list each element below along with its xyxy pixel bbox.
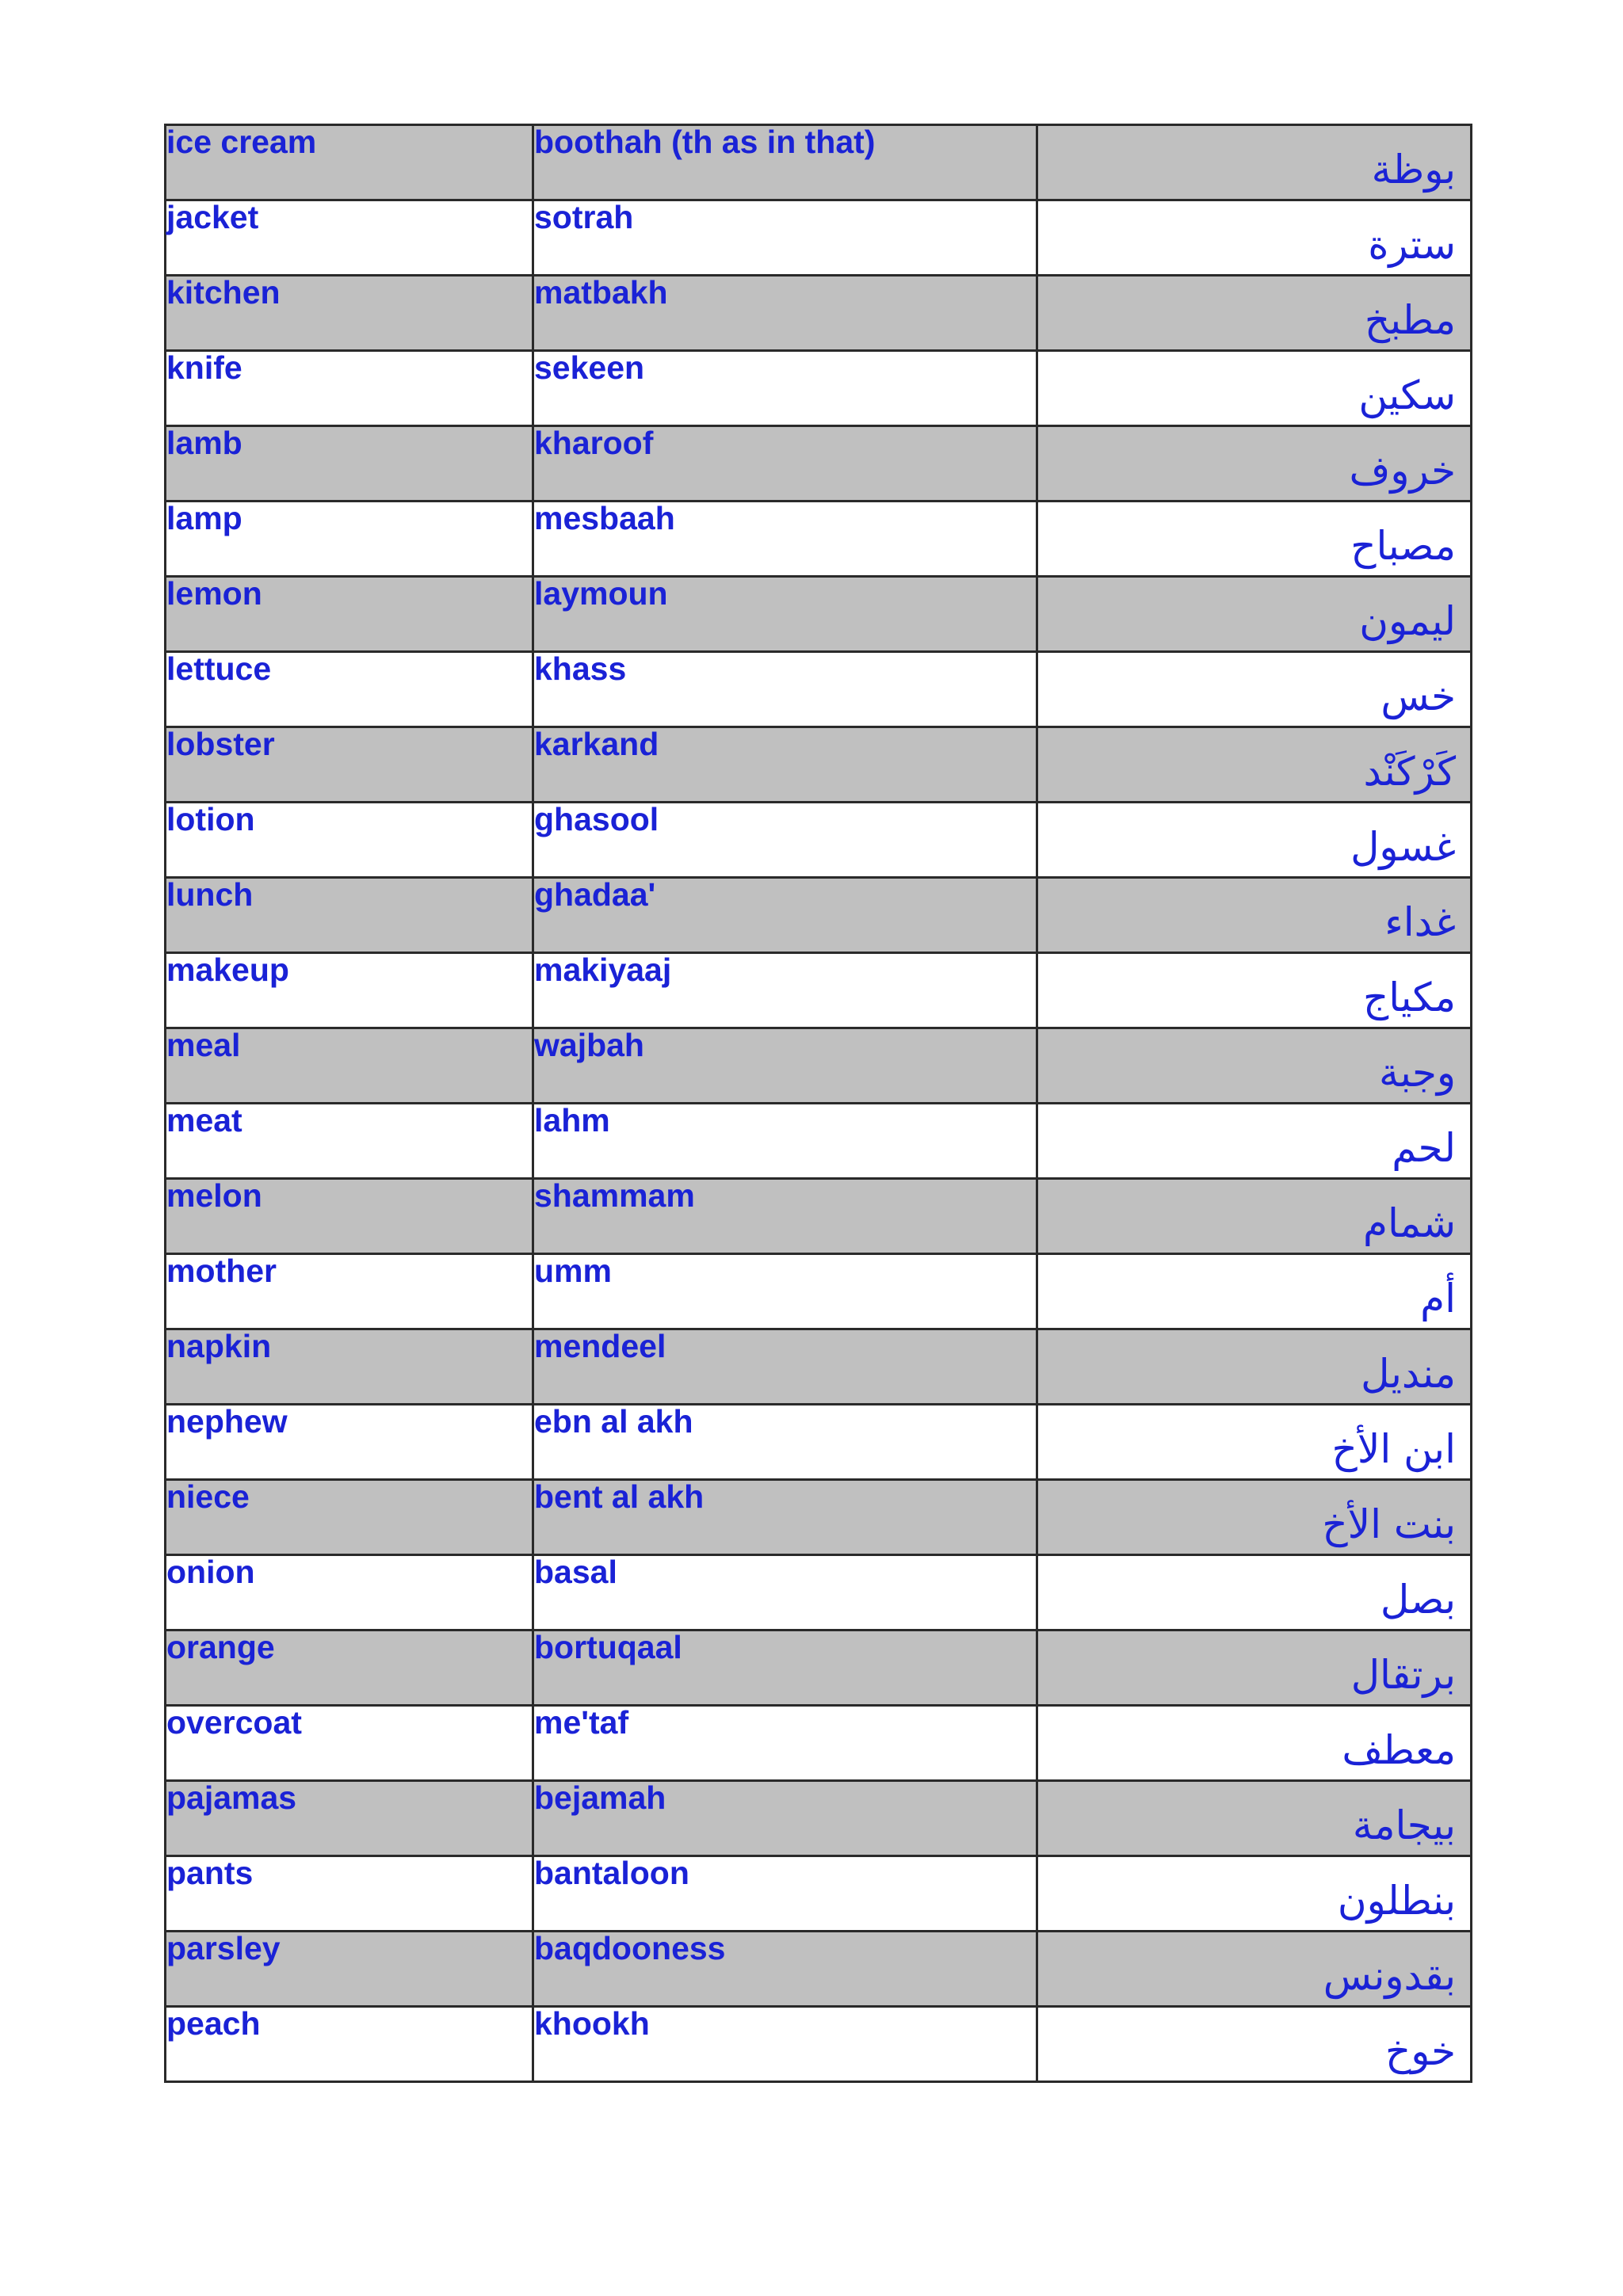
transliteration-cell: sekeen xyxy=(533,351,1037,426)
transliteration-cell: ghasool xyxy=(533,803,1037,878)
transliteration-cell: umm xyxy=(533,1254,1037,1329)
arabic-word-cell: سترة xyxy=(1037,200,1472,276)
table-row xyxy=(166,1781,1472,1856)
transliteration-cell: bejamah xyxy=(533,1781,1037,1856)
arabic-word-cell: كَرْكَنْد xyxy=(1037,727,1472,803)
english-word-cell: lettuce xyxy=(166,652,533,727)
arabic-word-cell: ليمون xyxy=(1037,577,1472,652)
english-word-cell: nephew xyxy=(166,1405,533,1480)
transliteration-cell: baqdooness xyxy=(533,1932,1037,2007)
vocabulary-table-body xyxy=(166,125,1472,2082)
english-word-cell: lamb xyxy=(166,426,533,502)
table-row xyxy=(166,727,1472,803)
arabic-word-cell: برتقال xyxy=(1037,1630,1472,1706)
arabic-word-cell: ابن الأخ xyxy=(1037,1405,1472,1480)
table-row xyxy=(166,1555,1472,1630)
arabic-word-cell: أم xyxy=(1037,1254,1472,1329)
arabic-word-cell: خس xyxy=(1037,652,1472,727)
arabic-word-cell: لحم xyxy=(1037,1104,1472,1179)
arabic-word-cell: شمام xyxy=(1037,1179,1472,1254)
table-row xyxy=(166,953,1472,1028)
transliteration-cell: matbakh xyxy=(533,276,1037,351)
transliteration-cell: boothah (th as in that) xyxy=(533,125,1037,200)
english-word-cell: orange xyxy=(166,1630,533,1706)
arabic-word-cell: غداء xyxy=(1037,878,1472,953)
english-word-cell: lunch xyxy=(166,878,533,953)
arabic-word-cell: سكين xyxy=(1037,351,1472,426)
arabic-word-cell: بيجامة xyxy=(1037,1781,1472,1856)
table-row xyxy=(166,502,1472,577)
vocabulary-table xyxy=(164,124,1472,2083)
table-row xyxy=(166,1028,1472,1104)
table-row xyxy=(166,426,1472,502)
transliteration-cell: me'taf xyxy=(533,1706,1037,1781)
transliteration-cell: shammam xyxy=(533,1179,1037,1254)
arabic-word-cell: غسول xyxy=(1037,803,1472,878)
english-word-cell: makeup xyxy=(166,953,533,1028)
table-row xyxy=(166,276,1472,351)
english-word-cell: parsley xyxy=(166,1932,533,2007)
english-word-cell: mother xyxy=(166,1254,533,1329)
table-row xyxy=(166,577,1472,652)
transliteration-cell: lahm xyxy=(533,1104,1037,1179)
table-row xyxy=(166,878,1472,953)
table-row xyxy=(166,1480,1472,1555)
english-word-cell: lemon xyxy=(166,577,533,652)
arabic-word-cell: خوخ xyxy=(1037,2007,1472,2082)
english-word-cell: onion xyxy=(166,1555,533,1630)
transliteration-cell: sotrah xyxy=(533,200,1037,276)
english-word-cell: lamp xyxy=(166,502,533,577)
english-word-cell: lobster xyxy=(166,727,533,803)
transliteration-cell: ghadaa' xyxy=(533,878,1037,953)
transliteration-cell: basal xyxy=(533,1555,1037,1630)
english-word-cell: peach xyxy=(166,2007,533,2082)
transliteration-cell: makiyaaj xyxy=(533,953,1037,1028)
table-row xyxy=(166,652,1472,727)
arabic-word-cell: بصل xyxy=(1037,1555,1472,1630)
table-row xyxy=(166,1254,1472,1329)
table-row xyxy=(166,1706,1472,1781)
table-row xyxy=(166,803,1472,878)
table-row xyxy=(166,1630,1472,1706)
table-row xyxy=(166,1179,1472,1254)
transliteration-cell: mendeel xyxy=(533,1329,1037,1405)
arabic-word-cell: معطف xyxy=(1037,1706,1472,1781)
table-row xyxy=(166,1329,1472,1405)
transliteration-cell: khookh xyxy=(533,2007,1037,2082)
transliteration-cell: mesbaah xyxy=(533,502,1037,577)
english-word-cell: lotion xyxy=(166,803,533,878)
table-row xyxy=(166,125,1472,200)
arabic-word-cell: بوظة xyxy=(1037,125,1472,200)
english-word-cell: melon xyxy=(166,1179,533,1254)
arabic-word-cell: وجبة xyxy=(1037,1028,1472,1104)
arabic-word-cell: مكياج xyxy=(1037,953,1472,1028)
table-row xyxy=(166,1405,1472,1480)
english-word-cell: jacket xyxy=(166,200,533,276)
english-word-cell: napkin xyxy=(166,1329,533,1405)
transliteration-cell: karkand xyxy=(533,727,1037,803)
transliteration-cell: ebn al akh xyxy=(533,1405,1037,1480)
arabic-word-cell: بنت الأخ xyxy=(1037,1480,1472,1555)
table-row xyxy=(166,1932,1472,2007)
arabic-word-cell: مصباح xyxy=(1037,502,1472,577)
english-word-cell: pants xyxy=(166,1856,533,1932)
transliteration-cell: bortuqaal xyxy=(533,1630,1037,1706)
arabic-word-cell: مطبخ xyxy=(1037,276,1472,351)
transliteration-cell: bantaloon xyxy=(533,1856,1037,1932)
arabic-word-cell: بنطلون xyxy=(1037,1856,1472,1932)
english-word-cell: ice cream xyxy=(166,125,533,200)
english-word-cell: niece xyxy=(166,1480,533,1555)
table-row xyxy=(166,351,1472,426)
arabic-word-cell: خروف xyxy=(1037,426,1472,502)
english-word-cell: meal xyxy=(166,1028,533,1104)
transliteration-cell: khass xyxy=(533,652,1037,727)
table-row xyxy=(166,200,1472,276)
english-word-cell: overcoat xyxy=(166,1706,533,1781)
table-row xyxy=(166,1856,1472,1932)
transliteration-cell: laymoun xyxy=(533,577,1037,652)
english-word-cell: meat xyxy=(166,1104,533,1179)
english-word-cell: kitchen xyxy=(166,276,533,351)
transliteration-cell: bent al akh xyxy=(533,1480,1037,1555)
transliteration-cell: kharoof xyxy=(533,426,1037,502)
table-row xyxy=(166,2007,1472,2082)
table-row xyxy=(166,1104,1472,1179)
english-word-cell: pajamas xyxy=(166,1781,533,1856)
english-word-cell: knife xyxy=(166,351,533,426)
arabic-word-cell: بقدونس xyxy=(1037,1932,1472,2007)
arabic-word-cell: منديل xyxy=(1037,1329,1472,1405)
transliteration-cell: wajbah xyxy=(533,1028,1037,1104)
